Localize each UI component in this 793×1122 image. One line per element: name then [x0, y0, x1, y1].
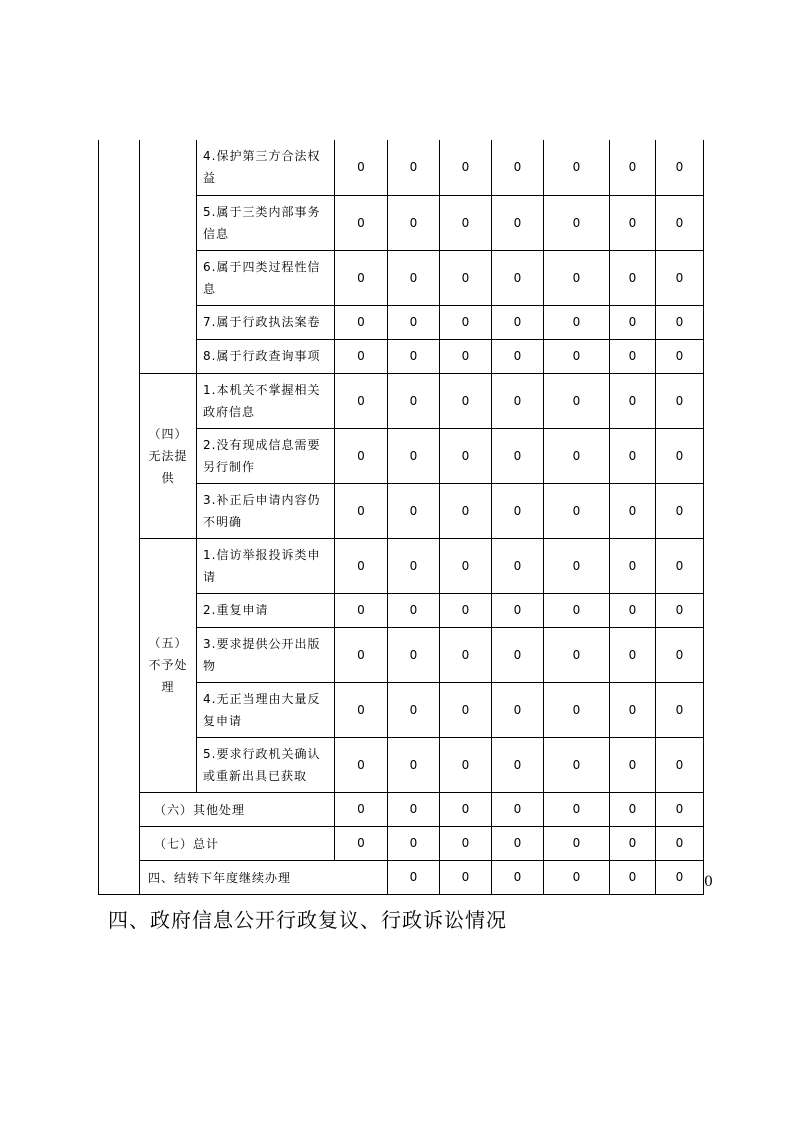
- value-cell: 0: [440, 140, 492, 195]
- value-cell: 0: [656, 483, 704, 538]
- row-label: 2.重复申请: [197, 593, 335, 627]
- value-cell: 0: [544, 483, 610, 538]
- value-cell: 0: [440, 373, 492, 428]
- value-cell: 0: [544, 428, 610, 483]
- row-label: 3.要求提供公开出版物: [197, 627, 335, 682]
- row-label: 2.没有现成信息需要另行制作: [197, 428, 335, 483]
- row-label: 8.属于行政查询事项: [197, 339, 335, 373]
- value-cell: 0: [388, 593, 440, 627]
- value-cell: 0: [388, 195, 440, 250]
- value-cell: 0: [388, 373, 440, 428]
- value-cell: 0: [656, 140, 704, 195]
- value-cell: 0: [544, 627, 610, 682]
- value-cell: 0: [610, 593, 656, 627]
- value-cell: 0: [544, 737, 610, 792]
- value-cell: 0: [440, 860, 492, 894]
- value-cell: 0: [492, 737, 544, 792]
- table-row: 四、结转下年度继续办理 0 0 0 0 0 0 0: [99, 860, 704, 894]
- value-cell: 0: [544, 250, 610, 305]
- value-cell: 0: [335, 428, 388, 483]
- value-cell: 0: [544, 826, 610, 860]
- value-cell: 0: [388, 792, 440, 826]
- value-cell: 0: [544, 860, 610, 894]
- value-cell: 0: [335, 140, 388, 195]
- value-cell: 0: [544, 140, 610, 195]
- value-cell: 0: [610, 140, 656, 195]
- value-cell: 0: [335, 737, 388, 792]
- value-cell: 0: [492, 792, 544, 826]
- value-cell: 0: [492, 682, 544, 737]
- row-label-other: （六）其他处理: [140, 792, 335, 826]
- value-cell: 0: [492, 627, 544, 682]
- group-label-not-processed: （五）不予处理: [140, 538, 197, 792]
- row-label-total: （七）总计: [140, 826, 335, 860]
- table-row: [99, 826, 704, 860]
- value-cell: 0: [388, 682, 440, 737]
- value-cell: 0: [335, 792, 388, 826]
- value-cell: 0: [492, 140, 544, 195]
- value-cell: 0: [335, 305, 388, 339]
- value-cell: 0: [610, 538, 656, 593]
- table-row: [99, 538, 704, 593]
- value-cell: 0: [544, 373, 610, 428]
- value-cell: 0: [388, 305, 440, 339]
- value-cell: 0: [492, 339, 544, 373]
- value-cell: 0: [335, 483, 388, 538]
- value-cell: 0: [492, 860, 544, 894]
- value-cell: 0: [335, 339, 388, 373]
- row-label: 1.本机关不掌握相关政府信息: [197, 373, 335, 428]
- value-cell: 0: [492, 483, 544, 538]
- value-cell: 0: [656, 593, 704, 627]
- value-cell: 0: [544, 305, 610, 339]
- value-cell: 0: [656, 373, 704, 428]
- row-label: 4.无正当理由大量反复申请: [197, 682, 335, 737]
- value-cell: 0: [492, 373, 544, 428]
- value-cell: 0: [440, 538, 492, 593]
- table-row: [99, 373, 704, 428]
- value-cell: 0: [492, 305, 544, 339]
- value-cell: 0: [440, 792, 492, 826]
- value-cell: 0: [544, 682, 610, 737]
- value-cell: 0: [656, 737, 704, 792]
- value-cell: 0: [388, 826, 440, 860]
- value-cell: 0: [335, 682, 388, 737]
- value-cell: 0: [492, 428, 544, 483]
- value-cell: 0: [610, 826, 656, 860]
- value-cell: 0: [656, 195, 704, 250]
- value-cell: 0: [656, 538, 704, 593]
- row-label: 6.属于四类过程性信息: [197, 250, 335, 305]
- value-cell: 0: [610, 250, 656, 305]
- value-cell: 0: [656, 250, 704, 305]
- value-cell: 0: [388, 483, 440, 538]
- value-cell: 0: [440, 593, 492, 627]
- value-cell: 0: [610, 682, 656, 737]
- row-label: 1.信访举报投诉类申请: [197, 538, 335, 593]
- value-cell: 0: [492, 538, 544, 593]
- value-cell: 0: [388, 140, 440, 195]
- value-cell: 0: [440, 682, 492, 737]
- continued-group-cell: [140, 140, 197, 373]
- value-cell: 0: [388, 339, 440, 373]
- value-cell: 0: [610, 627, 656, 682]
- value-cell: 0: [388, 538, 440, 593]
- value-cell: 0: [610, 737, 656, 792]
- value-cell: 0: [335, 373, 388, 428]
- value-cell: 0: [610, 339, 656, 373]
- value-cell: 0: [440, 195, 492, 250]
- row-label: 5.属于三类内部事务信息: [197, 195, 335, 250]
- statistics-table-body: [99, 140, 713, 894]
- value-cell: 0: [544, 339, 610, 373]
- value-cell: 0: [544, 538, 610, 593]
- value-cell: 0: [610, 195, 656, 250]
- value-cell: 0: [492, 250, 544, 305]
- value-cell: 0: [388, 737, 440, 792]
- value-cell: 0: [610, 428, 656, 483]
- value-cell: 0: [656, 860, 704, 894]
- value-cell: 0: [656, 792, 704, 826]
- value-cell: 0: [335, 593, 388, 627]
- value-cell: 0: [656, 627, 704, 682]
- row-label: 7.属于行政执法案卷: [197, 305, 335, 339]
- value-cell: 0: [492, 593, 544, 627]
- section-heading: 四、政府信息公开行政复议、行政诉讼情况: [108, 908, 507, 932]
- value-cell: 0: [388, 250, 440, 305]
- value-cell: 0: [610, 792, 656, 826]
- value-cell: 0: [544, 195, 610, 250]
- value-cell: 0: [656, 826, 704, 860]
- value-cell: 0: [440, 305, 492, 339]
- row-label: 4.保护第三方合法权益: [197, 140, 335, 195]
- value-cell: 0: [388, 428, 440, 483]
- value-cell: 0: [440, 826, 492, 860]
- value-cell: 0: [492, 195, 544, 250]
- value-cell: 0: [440, 339, 492, 373]
- value-cell: 0: [335, 250, 388, 305]
- value-cell: 0: [544, 593, 610, 627]
- row-label: 3.补正后申请内容仍不明确: [197, 483, 335, 538]
- value-cell: 0: [440, 250, 492, 305]
- value-cell: 0: [656, 428, 704, 483]
- value-cell: 0: [544, 792, 610, 826]
- value-cell: 0: [388, 860, 440, 894]
- value-cell: 0: [440, 737, 492, 792]
- value-cell: 0: [440, 627, 492, 682]
- outer-category-cell: [99, 140, 140, 894]
- value-cell: 0: [335, 826, 388, 860]
- row-label-carryover: 四、结转下年度继续办理: [140, 860, 388, 894]
- group-label-cannot-provide: （四）无法提供: [140, 373, 197, 538]
- value-cell: 0: [656, 339, 704, 373]
- value-cell: 0: [610, 305, 656, 339]
- value-cell: 0: [440, 428, 492, 483]
- value-cell: 0: [656, 305, 704, 339]
- statistics-table: [98, 140, 713, 895]
- value-cell: 0: [335, 538, 388, 593]
- value-cell: 0: [335, 627, 388, 682]
- value-cell: 0: [440, 483, 492, 538]
- value-cell: 0: [335, 195, 388, 250]
- value-cell: 0: [610, 373, 656, 428]
- value-cell: 0: [610, 483, 656, 538]
- table-row: [99, 140, 704, 195]
- value-cell: 0: [492, 826, 544, 860]
- row-label: 5.要求行政机关确认或重新出具已获取: [197, 737, 335, 792]
- value-cell: 0: [610, 860, 656, 894]
- table-row: [99, 792, 704, 826]
- value-cell: 0: [656, 682, 704, 737]
- value-cell: 0: [388, 627, 440, 682]
